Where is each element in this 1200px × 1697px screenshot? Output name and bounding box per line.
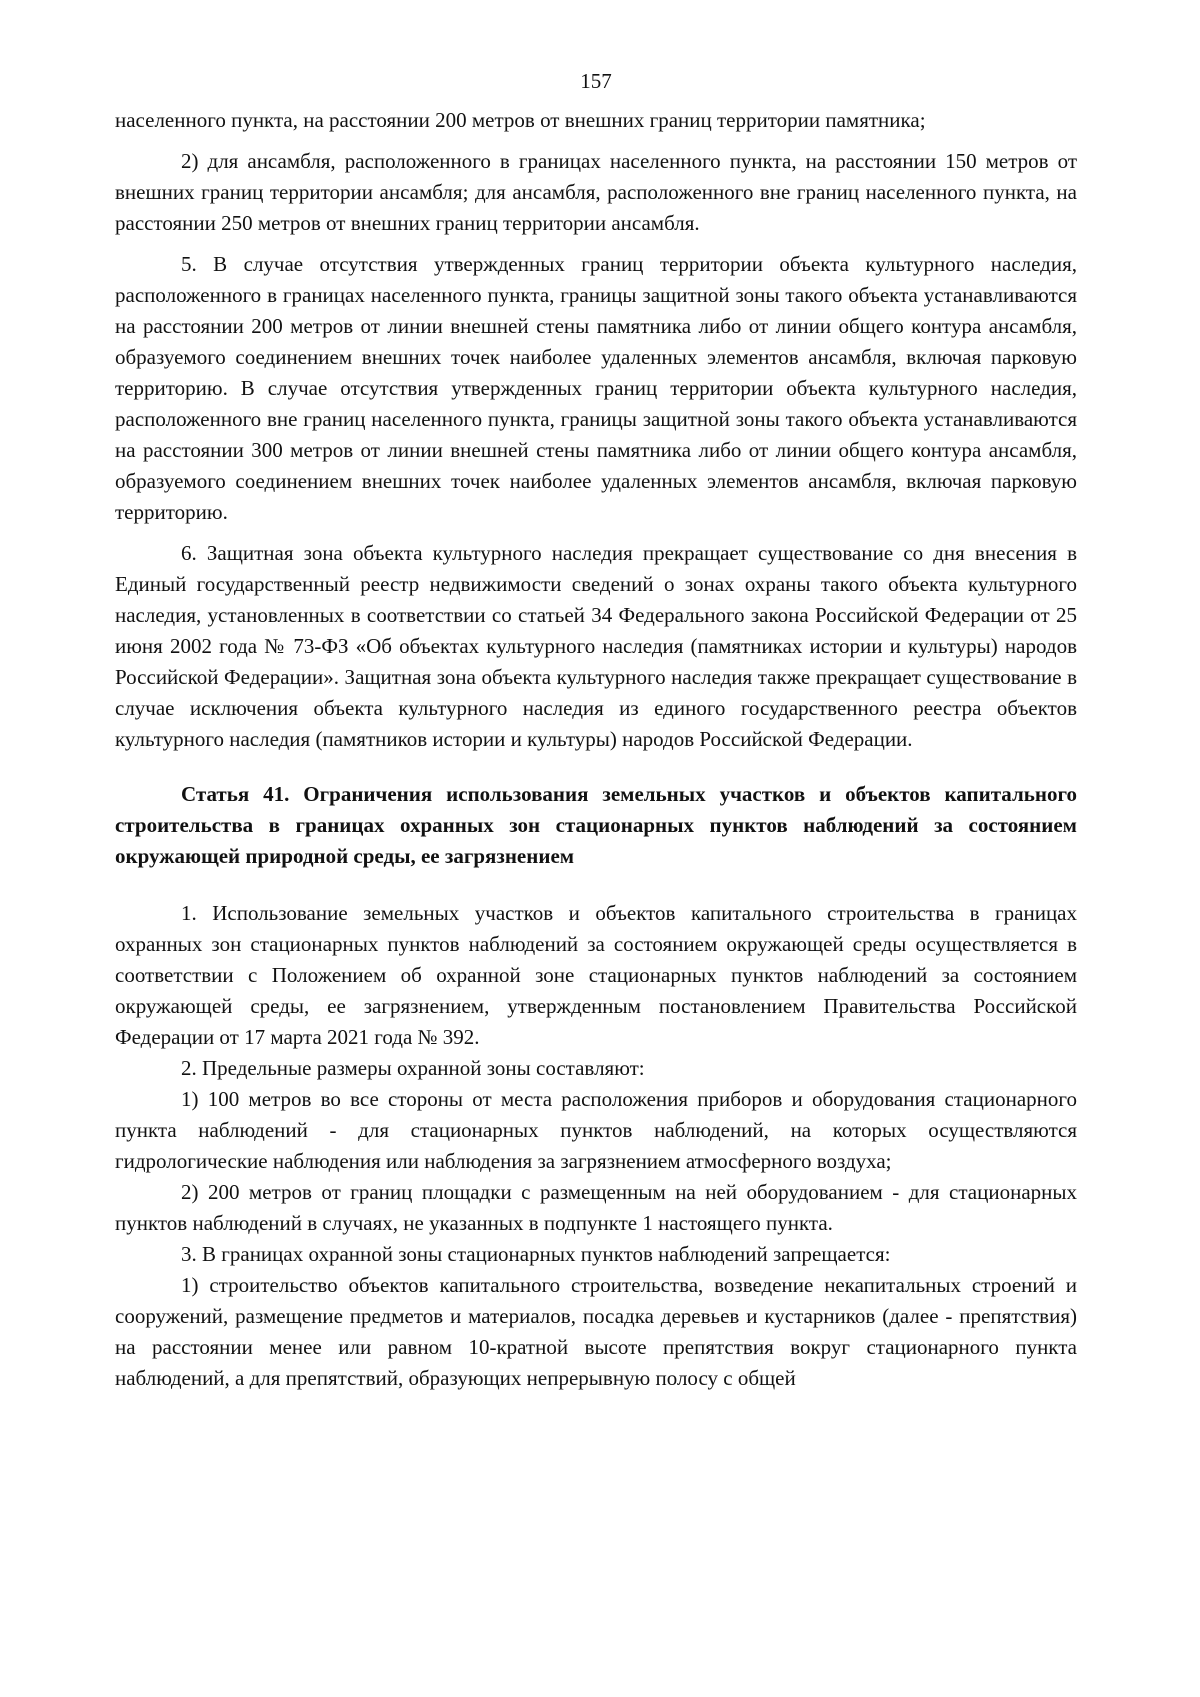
paragraph-art41-item-1: 1. Использование земельных участков и объектов капитального строительства в границах охранных зон стационарных пунктов наблюдений за состоянием окружающей среды осуществляется в соответствии с Положением об охранной зоне стационарных пунктов наблюдений за состоянием окружающей среды, ее загрязнением, утвержденным постановлением Правительства Российской Федерации от 17 марта 2021 года № 392. <box>115 901 1077 1049</box>
paragraph-item-5: 5. В случае отсутствия утвержденных границ территории объекта культурного наследия, расположенного в границах населенного пункта, границы защитной зоны такого объекта устанавливаются на расстоянии 200 метров от линии внешней стены памятника либо от линии общего контура ансамбля, образуемого соединением внешних точек наиболее удаленных элементов ансамбля, включая парковую территорию. В случае отсутствия утвержденных границ территории объекта культурного наследия, расположенного вне границ населенного пункта, границы защитной зоны такого объекта устанавливаются на расстоянии 300 метров от линии внешней стены памятника либо от линии общего контура ансамбля, образуемого соединением внешних точек наиболее удаленных элементов ансамбля, включая парковую территорию. <box>115 252 1077 524</box>
document-page <box>115 66 1077 1394</box>
paragraph-ensemble-distance: 2) для ансамбля, расположенного в границах населенного пункта, на расстоянии 150 метров от внешних границ территории ансамбля; для ансамбля, расположенного вне границ населенного пункта, на расстоянии 250 метров от внешних границ территории ансамбля. <box>115 149 1077 235</box>
paragraph-item-6: 6. Защитная зона объекта культурного наследия прекращает существование со дня внесения в Единый государственный реестр недвижимости сведений о зонах охраны такого объекта культурного наследия, установленных в соответствии со статьей 34 Федерального закона Российской Федерации от 25 июня 2002 года № 73-ФЗ «Об объектах культурного наследия (памятниках истории и культуры) народов Российской Федерации». Защитная зона объекта культурного наследия также прекращает существование в случае исключения объекта культурного наследия из единого государственного реестра объектов культурного наследия (памятников истории и культуры) народов Российской Федерации. <box>115 541 1077 751</box>
article-41-heading: Статья 41. Ограничения использования земельных участков и объектов капитального строительства в границах охранных зон стационарных пунктов наблюдений за состоянием окружающей природной среды, ее загрязнением <box>115 782 1077 868</box>
paragraph-art41-item-2-2: 2) 200 метров от границ площадки с размещенным на ней оборудованием - для стационарных пунктов наблюдений в случаях, не указанных в подпункте 1 настоящего пункта. <box>115 1180 1077 1235</box>
page-number: 157 <box>580 69 612 93</box>
paragraph-art41-item-3: 3. В границах охранной зоны стационарных пунктов наблюдений запрещается: <box>181 1242 891 1266</box>
paragraph-art41-item-2-1: 1) 100 метров во все стороны от места расположения приборов и оборудования стационарного пункта наблюдений - для стационарных пунктов наблюдений, на которых осуществляются гидрологические наблюдения или наблюдения за загрязнением атмосферного воздуха; <box>115 1087 1077 1173</box>
paragraph-art41-item-3-1: 1) строительство объектов капитального строительства, возведение некапитальных строений и сооружений, размещение предметов и материалов, посадка деревьев и кустарников (далее - препятствия) на расстоянии менее или равном 10-кратной высоте препятствия вокруг стационарного пункта наблюдений, а для препятствий, образующих непрерывную полосу с общей <box>115 1273 1077 1390</box>
paragraph-continuation: населенного пункта, на расстоянии 200 метров от внешних границ территории памятника; <box>115 108 926 132</box>
paragraph-art41-item-2: 2. Предельные размеры охранной зоны составляют: <box>181 1056 645 1080</box>
